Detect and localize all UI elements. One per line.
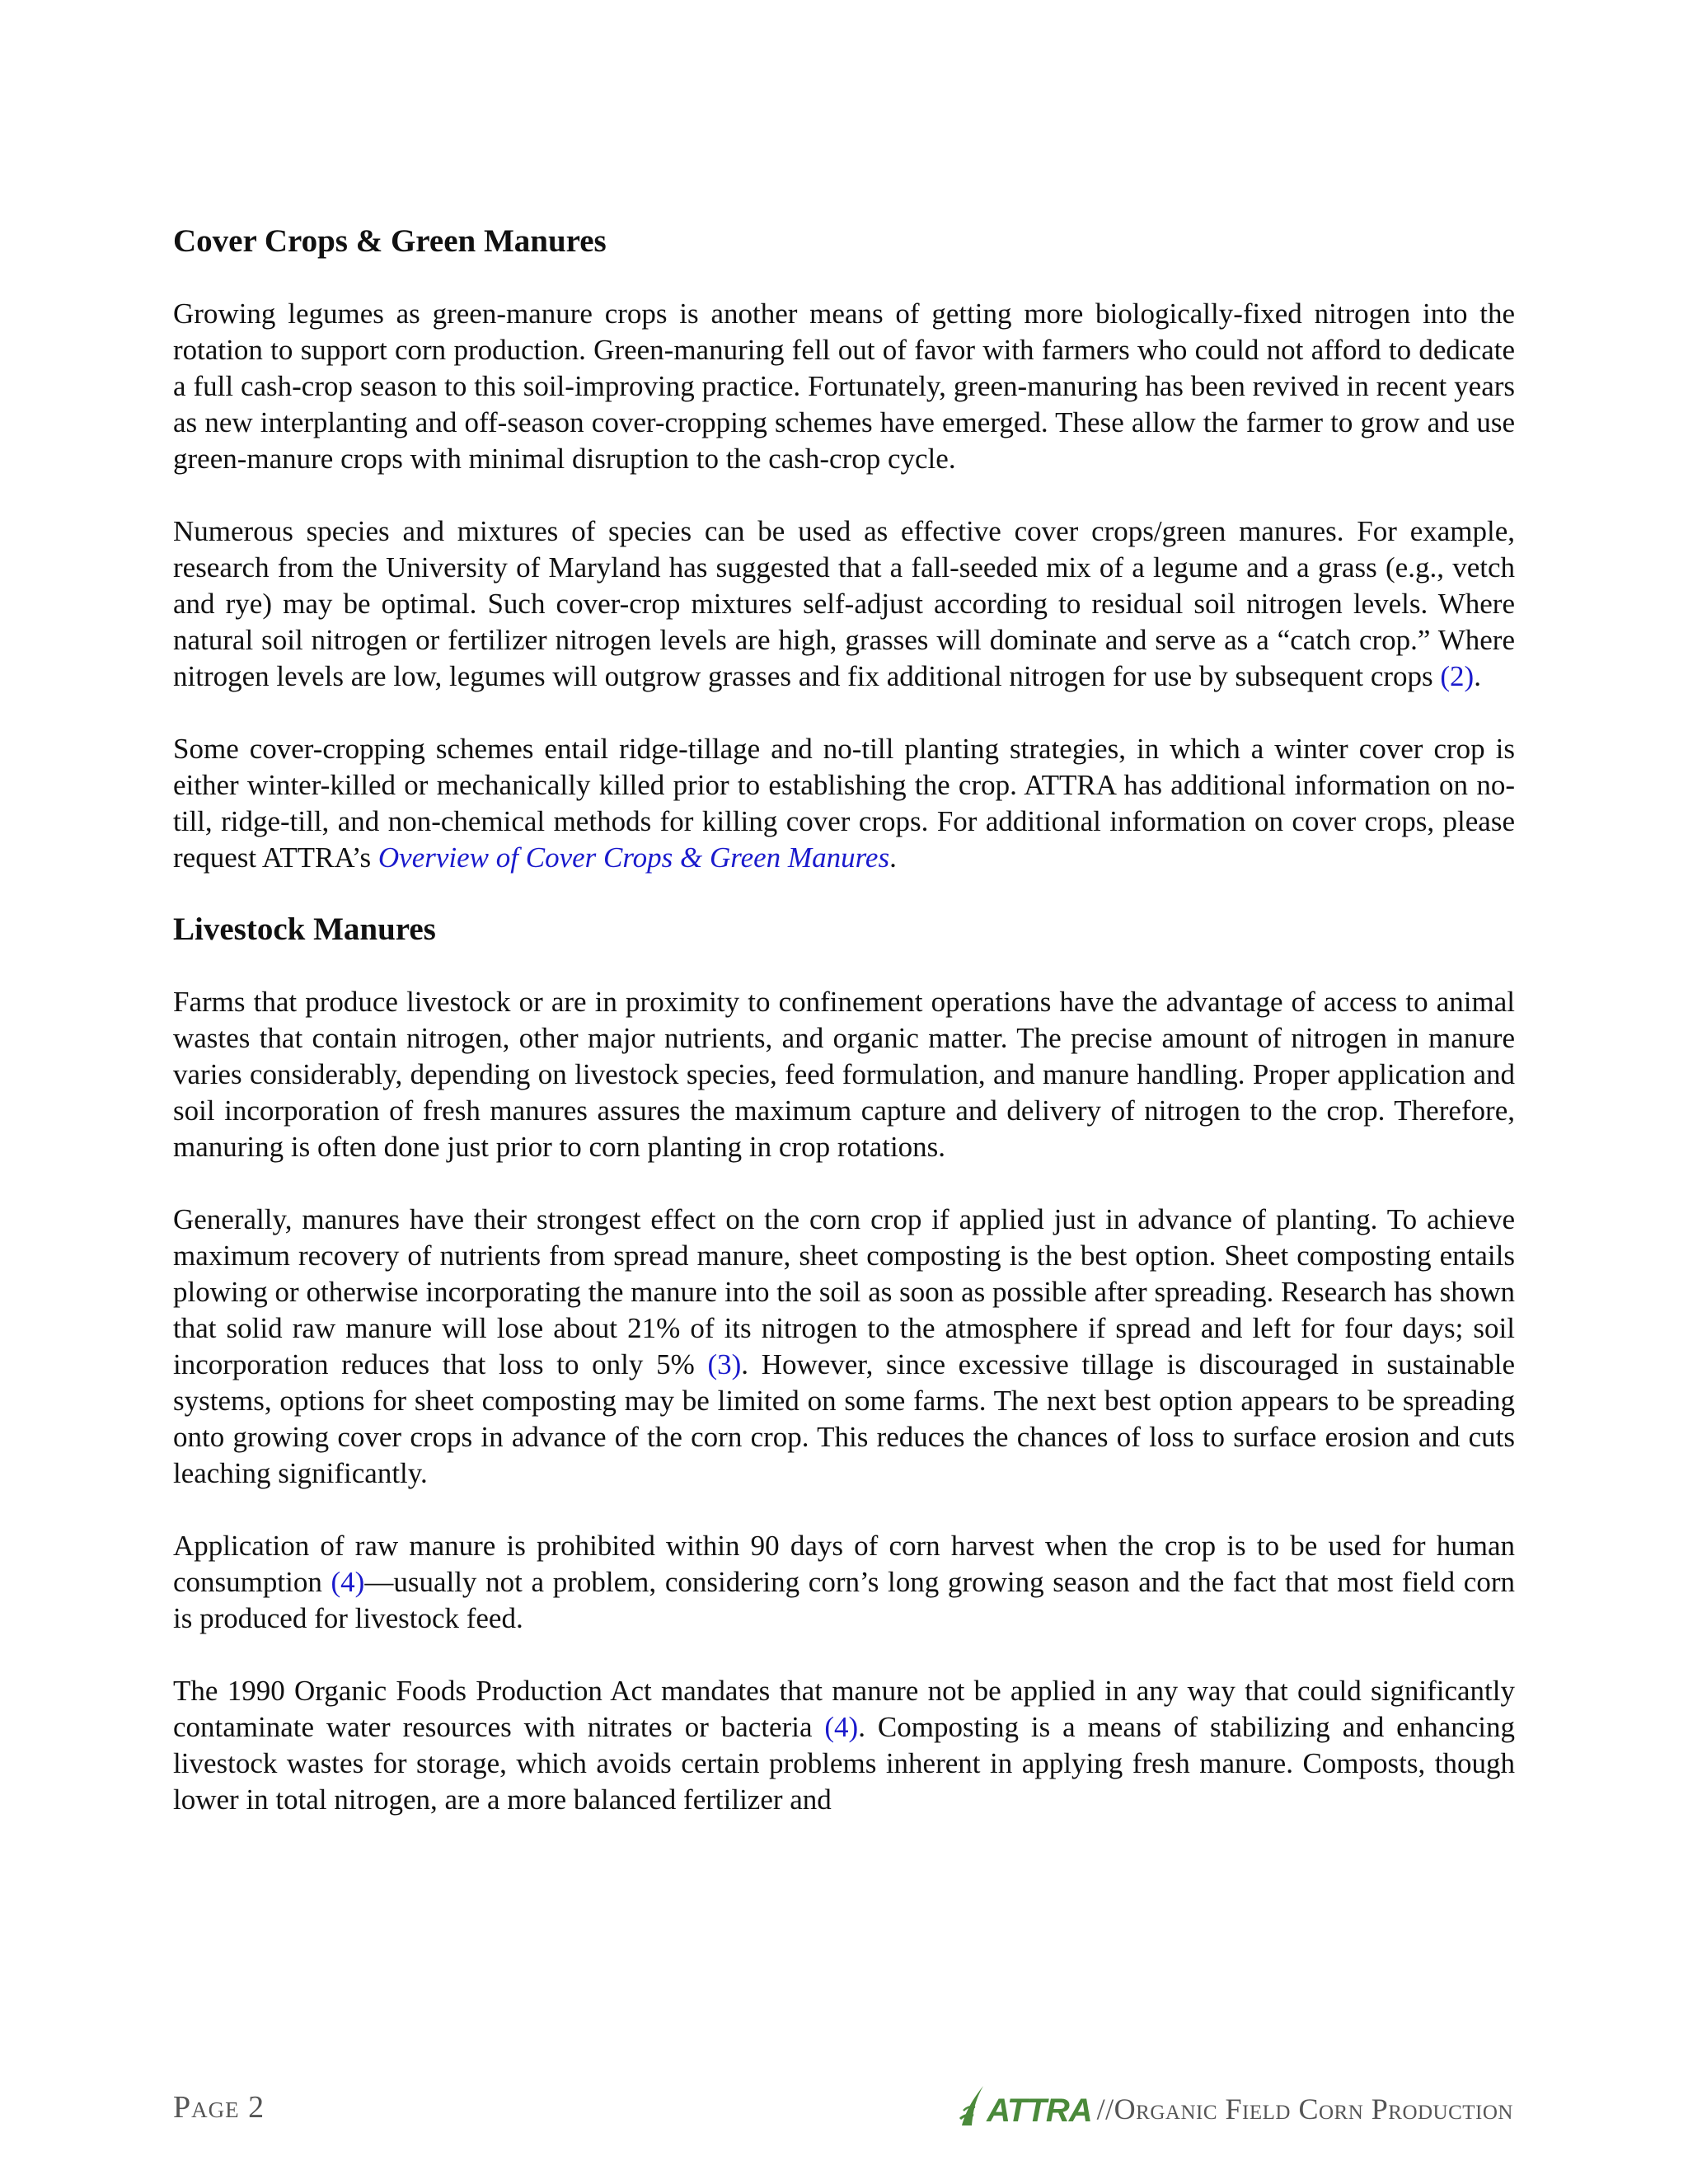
paragraph-text: The 1990 Organic Foods Production Act mandates that manure not be applied in any way that could significantly contaminate water resources with nitrates or bacteria xyxy=(173,1674,1515,1743)
logo-text: ATTRA xyxy=(987,2093,1092,2129)
reference-link[interactable]: (2) xyxy=(1440,659,1475,692)
section-heading-livestock-manures: Livestock Manures xyxy=(173,911,436,947)
section-heading-cover-crops: Cover Crops & Green Manures xyxy=(173,223,607,259)
paragraph xyxy=(173,1673,1515,1818)
publication-title: //Organic Field Corn Production xyxy=(1096,2093,1513,2125)
paragraph xyxy=(173,1528,1515,1637)
paragraph-text: Some cover-cropping schemes entail ridge-tillage and no-till planting strategies, in which a winter cover crop is either winter-killed or mechanically killed prior to establishing the crop. ATTRA has additional information on no-till, ridge-till, and non-chemical methods for killing cover crops. For additional information on cover crops, please request ATTRA’s xyxy=(173,732,1515,874)
paragraph-tail: . Composting is a means of stabilizing and enhancing livestock wastes for storage, which avoids certain problems inherent in applying fresh manure. Composts, though lower in total nitrogen, are a more balanced fertilizer and xyxy=(173,1710,1515,1816)
paragraph-text: Numerous species and mixtures of species can be used as effective cover crops/green manures. For example, research from the University of Maryland has suggested that a fall-seeded mix of a legume and a grass (e.g., vetch and rye) may be optimal. Such cover-crop mixtures self-adjust according to residual soil nitrogen levels. Where natural soil nitrogen or fertilizer nitrogen levels are high, grasses will dominate and serve as a “catch crop.” Where nitrogen levels are low, legumes will outgrow grasses and fix additional nitrogen for use by subsequent crops xyxy=(173,514,1515,692)
footer-branding xyxy=(959,2081,1513,2127)
paragraph-tail: . xyxy=(889,841,897,874)
reference-link[interactable]: (4) xyxy=(824,1710,859,1743)
paragraph xyxy=(173,296,1515,477)
paragraph-tail: . However, since excessive tillage is discouraged in sustainable systems, options for sheet composting may be limited on some farms. The next best option appears to be spreading onto growing cover crops in advance of the corn crop. This reduces the chances of loss to surface erosion and cuts leaching significantly. xyxy=(173,1347,1515,1489)
page-number: Page 2 xyxy=(173,2090,265,2125)
paragraph-tail: —usually not a problem, considering corn’s long growing season and the fact that most field corn is produced for livestock feed. xyxy=(173,1565,1516,1634)
paragraph-text: Generally, manures have their strongest effect on the corn crop if applied just in advance of planting. To achieve maximum recovery of nutrients from spread manure, sheet composting is the best option. Sheet composting entails plowing or otherwise incorporating the manure into the soil as soon as possible after spreading. Research has shown that solid raw manure will lose about 21% of its nitrogen to the atmosphere if spread and left for four days; soil incorporation reduces that loss to only 5% xyxy=(173,1202,1515,1380)
page-content xyxy=(173,224,1515,1854)
publication-link[interactable]: Overview of Cover Crops & Green Manures xyxy=(377,841,890,874)
paragraph xyxy=(173,1202,1515,1492)
reference-link[interactable]: (3) xyxy=(707,1347,742,1380)
paragraph xyxy=(173,731,1515,876)
paragraph xyxy=(173,984,1515,1165)
paragraph-text: Farms that produce livestock or are in proximity to confinement operations have the advantage of access to animal wastes that contain nitrogen, other major nutrients, and organic matter. The precise amount of nitrogen in manure varies considerably, depending on livestock species, feed formulation, and manure handling. Proper application and soil incorporation of fresh manures assures the maximum capture and delivery of nitrogen to the crop. Therefore, manuring is often done just prior to corn planting in crop rotations. xyxy=(173,985,1515,1163)
paragraph-text: Application of raw manure is prohibited within 90 days of corn harvest when the crop is to be used for human consumption xyxy=(173,1529,1515,1598)
paragraph-tail: . xyxy=(1474,659,1481,692)
reference-link[interactable]: (4) xyxy=(331,1565,365,1598)
paragraph-text: Growing legumes as green-manure crops is another means of getting more biologically-fixed nitrogen into the rotation to support corn production. Green-manuring fell out of favor with farmers who could not afford to dedicate a full cash-crop season to this soil-improving practice. Fortunately, green-manuring has been revived in recent years as new interplanting and off-season cover-cropping schemes have emerged. These allow the farmer to grow and use green-manure crops with minimal disruption to the cash-crop cycle. xyxy=(173,297,1515,475)
paragraph xyxy=(173,513,1515,695)
attra-logo xyxy=(959,2081,1092,2127)
leaf-icon xyxy=(959,2083,987,2127)
